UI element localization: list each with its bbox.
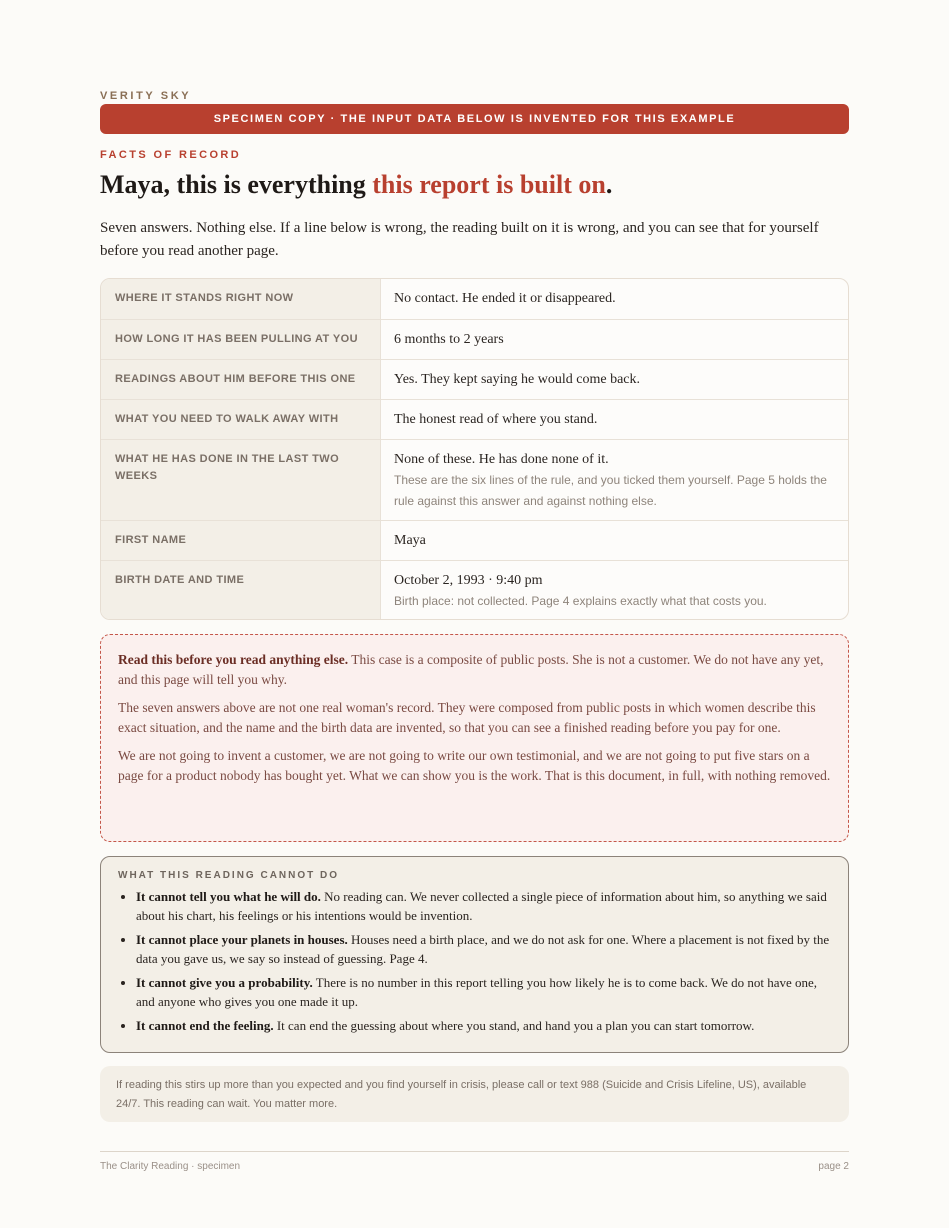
fact-value-text: None of these. He has done none of it. xyxy=(394,452,609,467)
intro-paragraph: Seven answers. Nothing else. If a line below is wrong, the reading built on it is wrong, and you can see that for yourself before you read another page. xyxy=(100,220,819,259)
fact-label: HOW LONG IT HAS BEEN PULLING AT YOU xyxy=(101,320,381,359)
crisis-notice: If reading this stirs up more than you expected and you find yourself in crisis, please call or text 988 (Suicide and Crisis Lifeline, US), available 24/7. This reading can wait. You matter more. xyxy=(100,1066,849,1122)
fact-value xyxy=(381,561,848,619)
disclaimer-lead: Read this before you read anything else. xyxy=(118,652,349,667)
fact-note: Birth place: not collected. Page 4 explains exactly what that costs you. xyxy=(394,594,767,608)
limit-text: No reading can. We never collected a single piece of information about him, so anything we said about his chart, his feelings or his intentions would be invention. xyxy=(136,889,827,923)
fact-value-text: 6 months to 2 years xyxy=(394,332,504,347)
facts-table xyxy=(100,278,849,620)
fact-label: WHAT YOU NEED TO WALK AWAY WITH xyxy=(101,400,381,439)
fact-row xyxy=(101,279,848,319)
fact-row xyxy=(101,520,848,560)
limit-text: There is no number in this report telling you how likely he is to come back. We do not have one, and anyone who gives you one made it up. xyxy=(136,975,818,1009)
disclaimer-paragraph: The seven answers above are not one real woman's record. They were composed from public posts in which women describe this exact situation, and the name and the birth data are invented, so that you can see a finished reading before you pay for one. xyxy=(118,700,816,735)
limit-bold: It cannot tell you what he will do. xyxy=(136,889,321,904)
title-lead: Maya, this is everything xyxy=(100,170,373,199)
section-eyebrow: FACTS OF RECORD xyxy=(100,149,242,161)
list-item xyxy=(118,1016,831,1035)
page-number: page 2 xyxy=(818,1161,849,1172)
footer-title: The Clarity Reading · specimen xyxy=(100,1161,241,1172)
disclaimer-paragraph: We are not going to invent a customer, we are not going to write our own testimonial, and we are not going to put five stars on a page for a product nobody has bought yet. What we can show you is the work. That is this document, in full, with nothing removed. xyxy=(118,748,831,783)
limit-text: Houses need a birth place, and we do not ask for one. Where a placement is not fixed by the data you gave us, we say so instead of guessing. Page 4. xyxy=(136,932,830,966)
specimen-banner: SPECIMEN COPY · THE INPUT DATA BELOW IS INVENTED FOR THIS EXAMPLE xyxy=(100,104,849,134)
fact-value xyxy=(381,400,848,439)
list-item xyxy=(118,973,831,1011)
fact-row xyxy=(101,399,848,439)
footer-divider xyxy=(100,1151,849,1152)
title-end: . xyxy=(605,170,613,199)
fact-label: FIRST NAME xyxy=(101,521,381,560)
limits-title: WHAT THIS READING CANNOT DO xyxy=(118,870,340,881)
fact-label: BIRTH DATE AND TIME xyxy=(101,561,381,619)
limits-list xyxy=(118,887,831,1035)
fact-note: These are the six lines of the rule, and you ticked them yourself. Page 5 holds the rule against this answer and against nothing else. xyxy=(394,473,827,508)
limit-bold: It cannot end the feeling. xyxy=(136,1018,274,1033)
fact-value-text: Maya xyxy=(394,533,426,548)
fact-value-text: No contact. He ended it or disappeared. xyxy=(394,291,616,306)
fact-label: READINGS ABOUT HIM BEFORE THIS ONE xyxy=(101,360,381,399)
fact-row xyxy=(101,560,848,619)
fact-value-text: The honest read of where you stand. xyxy=(394,412,598,427)
fact-row xyxy=(101,319,848,359)
fact-value xyxy=(381,360,848,399)
limit-bold: It cannot place your planets in houses. xyxy=(136,932,348,947)
fact-value-text: October 2, 1993 · 9:40 pm xyxy=(394,573,543,588)
fact-label: WHERE IT STANDS RIGHT NOW xyxy=(101,279,381,319)
fact-value xyxy=(381,440,848,520)
disclaimer-lead-rest: This case is a composite of public posts. She is not a customer. We do not have any yet, and this page will tell you why. xyxy=(118,652,824,687)
fact-value xyxy=(381,521,848,560)
fact-value xyxy=(381,279,848,319)
title-accent: this report is built on xyxy=(372,170,606,199)
disclaimer-paragraph xyxy=(118,650,831,690)
limit-text: It can end the guessing about where you stand, and hand you a plan you can start tomorrow. xyxy=(273,1018,755,1033)
list-item xyxy=(118,930,831,968)
fact-value xyxy=(381,320,848,359)
limits-box xyxy=(100,856,849,1053)
list-item xyxy=(118,887,831,925)
page-title xyxy=(100,170,612,200)
fact-value-text: Yes. They kept saying he would come back. xyxy=(394,372,640,387)
brand-name: VERITY SKY xyxy=(100,90,192,102)
limit-bold: It cannot give you a probability. xyxy=(136,975,313,990)
fact-row xyxy=(101,439,848,520)
specimen-disclaimer xyxy=(100,634,849,842)
fact-row xyxy=(101,359,848,399)
fact-label: WHAT HE HAS DONE IN THE LAST TWO WEEKS xyxy=(101,440,381,520)
